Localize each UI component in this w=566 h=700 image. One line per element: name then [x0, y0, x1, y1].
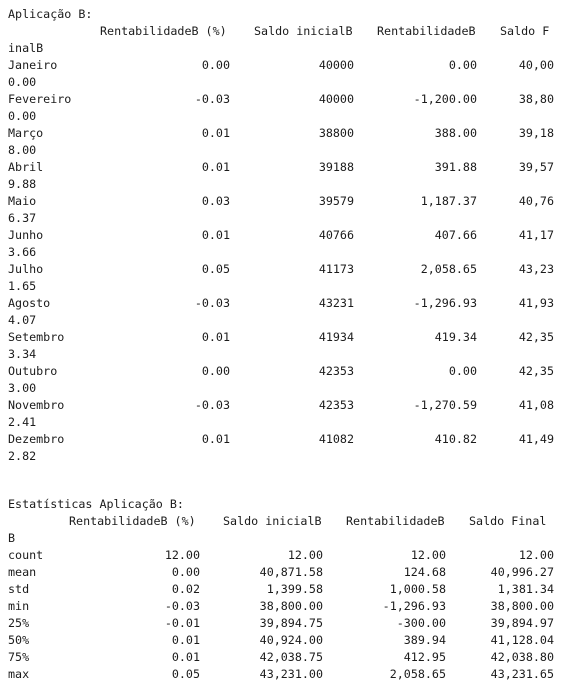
saldo-final: 1,381.34 — [497, 582, 554, 596]
rentabilidade-pct: -0.03 — [164, 599, 200, 613]
saldo-inicial: 42353 — [318, 398, 354, 412]
rentabilidade: 419.34 — [434, 330, 477, 344]
table-row — [0, 125, 566, 142]
saldo-inicial: 1,399.58 — [266, 582, 323, 596]
stats-row — [0, 581, 566, 598]
rentabilidade-pct: 0.01 — [201, 432, 230, 446]
table-row — [0, 295, 566, 312]
table-row-wrap — [0, 312, 566, 329]
stats-column-header: RentabilidadeB (%) — [69, 514, 196, 528]
table-row — [0, 193, 566, 210]
table-row — [0, 363, 566, 380]
saldo-final: 38,800.00 — [490, 599, 554, 613]
rentabilidade: 412.95 — [403, 650, 446, 664]
rentabilidade: 0.00 — [448, 58, 477, 72]
rentabilidade-pct: 0.01 — [201, 228, 230, 242]
table-row — [0, 227, 566, 244]
row-label: Setembro — [8, 330, 65, 344]
saldo-inicial: 40,924.00 — [259, 633, 323, 647]
rentabilidade-pct: -0.01 — [164, 616, 200, 630]
rentabilidade-pct: 0.05 — [201, 262, 230, 276]
rentabilidade: 410.82 — [434, 432, 477, 446]
table-row — [0, 91, 566, 108]
table-row-wrap — [0, 210, 566, 227]
saldo-final-wrap: 2.41 — [8, 415, 37, 429]
rentabilidade-pct: 0.01 — [171, 650, 200, 664]
rentabilidade: -1,270.59 — [413, 398, 477, 412]
saldo-final: 38,80 — [518, 92, 554, 106]
monthly-column-header: Saldo inicialB — [254, 24, 353, 38]
saldo-final: 40,76 — [518, 194, 554, 208]
stats-row — [0, 564, 566, 581]
rentabilidade-pct: 0.03 — [201, 194, 230, 208]
row-label: Março — [8, 126, 44, 140]
saldo-final: 43,23 — [518, 262, 554, 276]
stats-title: Estatísticas Aplicação B: — [8, 497, 184, 511]
rentabilidade-pct: 0.00 — [171, 565, 200, 579]
saldo-final: 39,894.97 — [490, 616, 554, 630]
saldo-final: 42,35 — [518, 330, 554, 344]
saldo-final: 40,00 — [518, 58, 554, 72]
stats-column-header: Saldo inicialB — [223, 514, 322, 528]
saldo-inicial: 40000 — [318, 92, 354, 106]
rentabilidade-pct: 0.01 — [171, 633, 200, 647]
saldo-final: 41,128.04 — [490, 633, 554, 647]
rentabilidade-pct: -0.03 — [194, 296, 230, 310]
saldo-inicial: 40,871.58 — [259, 565, 323, 579]
stats-header-wrap-line — [0, 530, 566, 547]
rentabilidade-pct: 0.00 — [201, 364, 230, 378]
saldo-final-wrap: 3.66 — [8, 245, 37, 259]
row-label: Fevereiro — [8, 92, 72, 106]
monthly-header-line — [0, 23, 566, 40]
row-label: Janeiro — [8, 58, 58, 72]
table-row — [0, 261, 566, 278]
saldo-final: 41,49 — [518, 432, 554, 446]
saldo-inicial: 41173 — [318, 262, 354, 276]
table-row-wrap — [0, 176, 566, 193]
stats-column-header: Saldo Final — [469, 514, 547, 528]
table-row-wrap — [0, 244, 566, 261]
saldo-final: 41,08 — [518, 398, 554, 412]
saldo-inicial: 39188 — [318, 160, 354, 174]
stats-row — [0, 547, 566, 564]
saldo-inicial: 40000 — [318, 58, 354, 72]
rentabilidade: 12.00 — [410, 548, 446, 562]
rentabilidade: -1,296.93 — [382, 599, 446, 613]
rentabilidade: 388.00 — [434, 126, 477, 140]
stat-label: mean — [8, 565, 37, 579]
rentabilidade: -1,296.93 — [413, 296, 477, 310]
saldo-inicial: 12.00 — [287, 548, 323, 562]
table-row — [0, 329, 566, 346]
saldo-inicial: 40766 — [318, 228, 354, 242]
row-label: Dezembro — [8, 432, 65, 446]
row-label: Maio — [8, 194, 37, 208]
rentabilidade: 1,000.58 — [389, 582, 446, 596]
monthly-column-header: Saldo F — [500, 24, 550, 38]
saldo-final: 42,038.80 — [490, 650, 554, 664]
saldo-final-wrap: 1.65 — [8, 279, 37, 293]
table-row-wrap — [0, 278, 566, 295]
saldo-final: 12.00 — [518, 548, 554, 562]
table-row-wrap — [0, 414, 566, 431]
rentabilidade-pct: 0.01 — [201, 330, 230, 344]
table-row — [0, 397, 566, 414]
stat-label: 25% — [8, 616, 30, 630]
rentabilidade-pct: -0.03 — [194, 92, 230, 106]
rentabilidade-pct: 0.01 — [201, 160, 230, 174]
saldo-inicial: 39579 — [318, 194, 354, 208]
rentabilidade: 407.66 — [434, 228, 477, 242]
rentabilidade: 389.94 — [403, 633, 446, 647]
stat-label: count — [8, 548, 44, 562]
saldo-final-wrap: 0.00 — [8, 75, 37, 89]
stats-row — [0, 615, 566, 632]
rentabilidade-pct: 0.02 — [171, 582, 200, 596]
table-row-wrap — [0, 380, 566, 397]
row-label: Agosto — [8, 296, 51, 310]
table-row — [0, 57, 566, 74]
stat-label: std — [8, 582, 30, 596]
monthly-title: Aplicação B: — [8, 7, 93, 21]
rentabilidade-pct: 0.00 — [201, 58, 230, 72]
saldo-final: 40,996.27 — [490, 565, 554, 579]
saldo-final-wrap: 3.34 — [8, 347, 37, 361]
row-label: Novembro — [8, 398, 65, 412]
row-label: Abril — [8, 160, 44, 174]
monthly-title-line — [0, 6, 566, 23]
saldo-final-wrap: 9.88 — [8, 177, 37, 191]
saldo-final-wrap: 0.00 — [8, 109, 37, 123]
table-row-wrap — [0, 74, 566, 91]
saldo-final: 39,57 — [518, 160, 554, 174]
saldo-inicial: 38,800.00 — [259, 599, 323, 613]
monthly-header-wrap-line — [0, 40, 566, 57]
stats-header-wrap: B — [8, 531, 16, 545]
stat-label: 50% — [8, 633, 30, 647]
stat-label: min — [8, 599, 30, 613]
saldo-final: 39,18 — [518, 126, 554, 140]
saldo-final: 41,93 — [518, 296, 554, 310]
table-row-wrap — [0, 448, 566, 465]
saldo-inicial: 41934 — [318, 330, 354, 344]
saldo-final-wrap: 2.82 — [8, 449, 37, 463]
saldo-inicial: 42353 — [318, 364, 354, 378]
monthly-header-wrap: inalB — [8, 41, 44, 55]
saldo-inicial: 42,038.75 — [259, 650, 323, 664]
saldo-final-wrap: 8.00 — [8, 143, 37, 157]
stats-title-line — [0, 496, 566, 513]
rentabilidade: 1,187.37 — [420, 194, 477, 208]
row-label: Julho — [8, 262, 44, 276]
rentabilidade-pct: 0.05 — [171, 667, 200, 681]
monthly-column-header: RentabilidadeB — [377, 24, 476, 38]
stats-header-line — [0, 513, 566, 530]
row-label: Junho — [8, 228, 44, 242]
saldo-inicial: 41082 — [318, 432, 354, 446]
table-row-wrap — [0, 346, 566, 363]
stats-row — [0, 632, 566, 649]
rentabilidade: -300.00 — [396, 616, 446, 630]
saldo-inicial: 38800 — [318, 126, 354, 140]
rentabilidade: 391.88 — [434, 160, 477, 174]
saldo-final-wrap: 4.07 — [8, 313, 37, 327]
saldo-inicial: 43231 — [318, 296, 354, 310]
saldo-inicial: 43,231.00 — [259, 667, 323, 681]
row-label: Outubro — [8, 364, 58, 378]
saldo-final-wrap: 6.37 — [8, 211, 37, 225]
rentabilidade-pct: -0.03 — [194, 398, 230, 412]
table-row — [0, 159, 566, 176]
saldo-inicial: 39,894.75 — [259, 616, 323, 630]
saldo-final-wrap: 3.00 — [8, 381, 37, 395]
stats-row — [0, 666, 566, 683]
rentabilidade-pct: 0.01 — [201, 126, 230, 140]
stats-column-header: RentabilidadeB — [346, 514, 445, 528]
table-row — [0, 431, 566, 448]
rentabilidade: 0.00 — [448, 364, 477, 378]
stat-label: 75% — [8, 650, 30, 664]
rentabilidade-pct: 12.00 — [164, 548, 200, 562]
rentabilidade: 124.68 — [403, 565, 446, 579]
saldo-final: 41,17 — [518, 228, 554, 242]
monthly-column-header: RentabilidadeB (%) — [100, 24, 227, 38]
rentabilidade: 2,058.65 — [389, 667, 446, 681]
stats-row — [0, 598, 566, 615]
stat-label: max — [8, 667, 30, 681]
rentabilidade: -1,200.00 — [413, 92, 477, 106]
stats-row — [0, 649, 566, 666]
saldo-final: 42,35 — [518, 364, 554, 378]
saldo-final: 43,231.65 — [490, 667, 554, 681]
table-row-wrap — [0, 108, 566, 125]
rentabilidade: 2,058.65 — [420, 262, 477, 276]
table-row-wrap — [0, 142, 566, 159]
